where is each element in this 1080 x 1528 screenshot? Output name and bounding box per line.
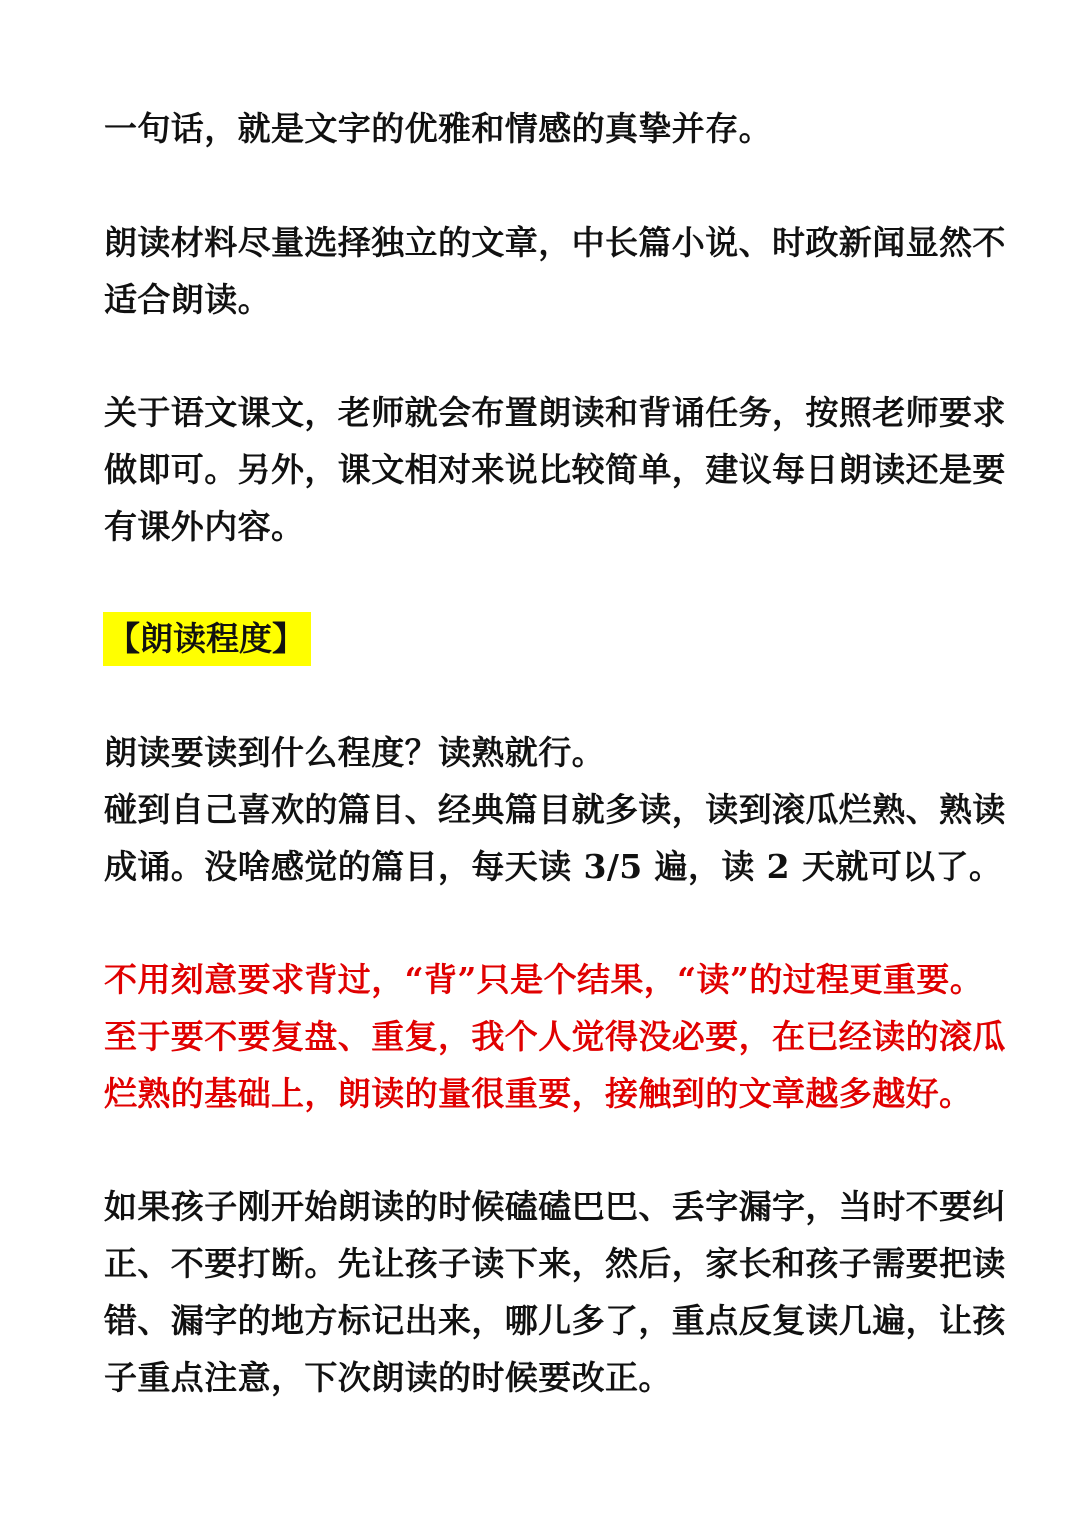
text-line: 不用刻意要求背过，“背”只是个结果，“读”的过程更重要。 [104, 960, 984, 999]
paragraph-summary [104, 100, 984, 157]
text-line: 朗读材料尽量选择独立的文章，中长篇小说、时政新闻显然不 [104, 223, 1006, 262]
text-line: 至于要不要复盘、重复，我个人觉得没必要，在已经读的滚瓜 [104, 1017, 1006, 1056]
text-line: 有课外内容。 [104, 507, 305, 546]
text-line: 一句话，就是文字的优雅和情感的真挚并存。 [104, 109, 772, 148]
paragraph-textbook [104, 384, 1006, 555]
paragraph-correction [104, 1178, 1006, 1406]
text-line: 烂熟的基础上，朗读的量很重要，接触到的文章越多越好。 [104, 1074, 973, 1113]
text-line: 做即可。另外，课文相对来说比较简单，建议每日朗读还是要 [104, 450, 1006, 489]
paragraph-reading-material [104, 214, 1006, 328]
paragraph-emphasis [104, 951, 1006, 1122]
text-line: 朗读要读到什么程度？读熟就行。 [104, 733, 605, 772]
paragraph-reading-level [104, 724, 1006, 895]
text-line: 正、不要打断。先让孩子读下来，然后，家长和孩子需要把读 [104, 1244, 1006, 1283]
text-line: 错、漏字的地方标记出来，哪儿多了，重点反复读几遍，让孩 [104, 1301, 1006, 1340]
text-line: 关于语文课文，老师就会布置朗读和背诵任务，按照老师要求 [104, 393, 1006, 432]
section-heading: 【朗读程度】 [103, 612, 311, 666]
text-line: 子重点注意，下次朗读的时候要改正。 [104, 1358, 672, 1397]
text-line: 如果孩子刚开始朗读的时候磕磕巴巴、丢字漏字，当时不要纠 [104, 1187, 1006, 1226]
text-line: 适合朗读。 [104, 280, 271, 319]
text-line: 碰到自己喜欢的篇目、经典篇目就多读，读到滚瓜烂熟、熟读 [104, 790, 1006, 829]
text-line: 成诵。没啥感觉的篇目，每天读 3/5 遍，读 2 天就可以了。 [104, 847, 1003, 886]
